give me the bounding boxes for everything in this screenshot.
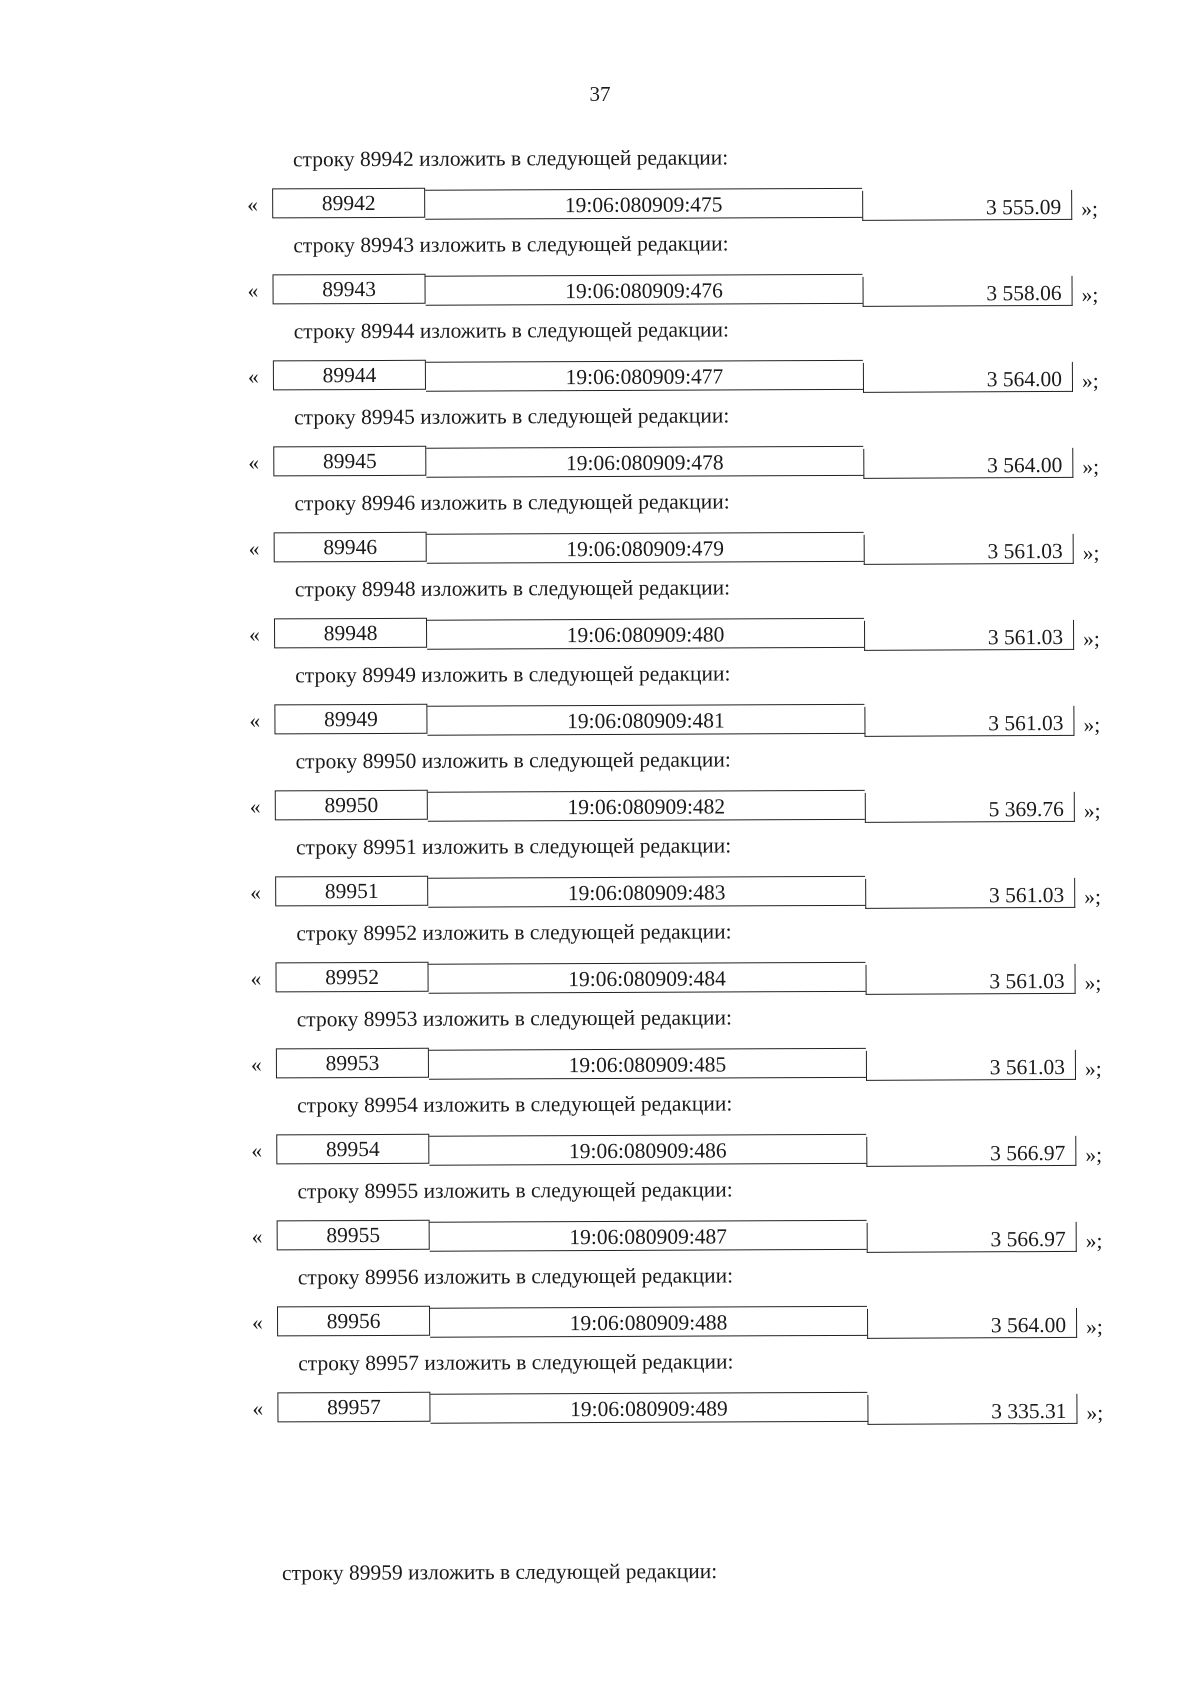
cadastral-number-cell: 19:06:080909:488 (430, 1306, 867, 1338)
area-cell: 3 561.03 (866, 964, 1076, 995)
closing-quote: »; (1081, 282, 1099, 307)
amendment-instruction: строку 89942 изложить в следующей редакции: (292, 145, 729, 172)
amendment-entry (0, 315, 1198, 414)
table-row (1, 1130, 1200, 1171)
amendment-instruction: строку 89946 изложить в следующей редакции: (294, 489, 730, 516)
amendment-instruction: строку 89957 изложить в следующей редакции: (298, 1349, 734, 1376)
opening-quote: « (250, 880, 261, 905)
amendment-instruction: строку 89954 изложить в следующей редакции: (297, 1091, 733, 1118)
table-row (0, 872, 1200, 913)
row-number-cell: 89953 (276, 1048, 429, 1079)
row-table (274, 615, 1074, 654)
row-table (275, 959, 1075, 998)
row-table (276, 1045, 1076, 1084)
amendment-instruction: строку 89943 изложить в следующей редакции: (293, 231, 729, 258)
row-table (274, 529, 1074, 568)
table-row (0, 356, 1198, 397)
area-cell: 3 558.06 (863, 276, 1073, 307)
row-table (273, 357, 1073, 396)
amendment-instruction: строку 89953 изложить в следующей редакции: (296, 1005, 732, 1032)
row-number-cell: 89945 (273, 446, 426, 477)
amendment-entry (1, 1089, 1200, 1188)
opening-quote: « (249, 622, 260, 647)
amendment-entry (2, 1347, 1200, 1446)
closing-quote: »; (1082, 454, 1100, 479)
amendment-entry (0, 143, 1197, 242)
table-row (2, 1216, 1200, 1257)
closing-quote: »; (1086, 1400, 1104, 1425)
row-table (275, 787, 1075, 826)
area-cell: 3 566.97 (867, 1222, 1077, 1253)
row-number-cell: 89946 (274, 532, 427, 563)
row-number-cell: 89956 (277, 1306, 430, 1337)
row-number-cell: 89952 (275, 962, 428, 993)
opening-quote: « (248, 536, 260, 561)
amendment-instruction: строку 89950 изложить в следующей редакции: (295, 747, 731, 774)
area-cell: 3 561.03 (865, 878, 1075, 909)
row-table (272, 185, 1072, 224)
table-row (0, 184, 1197, 225)
row-number-cell: 89955 (277, 1220, 430, 1251)
table-row (0, 528, 1199, 569)
opening-quote: « (252, 1396, 264, 1421)
area-cell: 3 561.03 (866, 1050, 1076, 1081)
cadastral-number-cell: 19:06:080909:475 (425, 188, 862, 220)
table-row (0, 270, 1198, 311)
amendment-instruction: строку 89955 изложить в следующей редакции: (297, 1177, 733, 1204)
cadastral-number-cell: 19:06:080909:477 (426, 360, 863, 392)
amendment-instruction: строку 89945 изложить в следующей редакции: (294, 403, 730, 430)
opening-quote: « (250, 1052, 262, 1077)
row-table (272, 271, 1072, 310)
cadastral-number-cell: 19:06:080909:478 (426, 446, 863, 478)
amendment-entry (0, 831, 1200, 930)
closing-quote: »; (1083, 626, 1100, 651)
closing-quote: »; (1082, 540, 1100, 565)
amendment-instruction: строку 89949 изложить в следующей редакции: (295, 661, 731, 688)
closing-quote: »; (1086, 1314, 1103, 1339)
closing-quote: »; (1081, 196, 1098, 221)
amendment-entry (0, 917, 1200, 1016)
opening-quote: « (249, 794, 261, 819)
cadastral-number-cell: 19:06:080909:479 (427, 532, 864, 564)
closing-quote: »; (1083, 798, 1101, 823)
row-table (275, 873, 1075, 912)
closing-quote: »; (1084, 1056, 1102, 1081)
area-cell: 3 564.00 (863, 362, 1073, 393)
cadastral-number-cell: 19:06:080909:481 (427, 704, 864, 736)
opening-quote: « (247, 278, 259, 303)
table-row (1, 1044, 1200, 1085)
opening-quote: « (252, 1310, 263, 1335)
row-number-cell: 89951 (275, 876, 428, 907)
cadastral-number-cell: 19:06:080909:485 (429, 1048, 866, 1080)
row-number-cell: 89944 (273, 360, 426, 391)
opening-quote: « (249, 708, 261, 733)
amendment-instruction: строку 89944 изложить в следующей редакции: (293, 317, 729, 344)
amendment-instruction: строку 89952 изложить в следующей редакции: (296, 919, 732, 946)
cadastral-number-cell: 19:06:080909:487 (430, 1220, 867, 1252)
amendment-instruction: строку 89956 изложить в следующей редакции: (297, 1263, 734, 1290)
opening-quote: « (248, 450, 260, 475)
table-row (0, 958, 1200, 999)
closing-quote: »; (1084, 970, 1102, 995)
closing-quote: »; (1084, 884, 1101, 909)
area-cell: 3 564.00 (867, 1308, 1077, 1339)
row-table (273, 443, 1073, 482)
cadastral-number-cell: 19:06:080909:489 (430, 1392, 867, 1424)
amendment-entry (2, 1261, 1200, 1360)
opening-quote: « (247, 192, 258, 217)
amendment-entry (0, 487, 1199, 586)
cadastral-number-cell: 19:06:080909:480 (427, 618, 864, 650)
cadastral-number-cell: 19:06:080909:476 (425, 274, 862, 306)
area-cell: 3 566.97 (866, 1136, 1076, 1167)
table-row (0, 700, 1200, 741)
row-table (276, 1131, 1076, 1170)
row-table (277, 1389, 1077, 1428)
cadastral-number-cell: 19:06:080909:484 (428, 962, 865, 994)
area-cell: 3 561.03 (864, 706, 1074, 737)
closing-quote: »; (1085, 1142, 1103, 1167)
amendment-instruction: строку 89948 изложить в следующей редакции: (294, 575, 731, 602)
area-cell: 5 369.76 (865, 792, 1075, 823)
row-number-cell: 89950 (275, 790, 428, 821)
closing-quote: »; (1083, 712, 1101, 737)
area-cell: 3 561.03 (864, 534, 1074, 565)
row-number-cell: 89957 (277, 1392, 430, 1423)
area-cell: 3 335.31 (867, 1394, 1077, 1425)
opening-quote: « (251, 1138, 263, 1163)
table-row (2, 1302, 1200, 1343)
row-number-cell: 89942 (272, 188, 425, 219)
area-cell: 3 564.00 (863, 448, 1073, 479)
closing-quote: »; (1081, 368, 1099, 393)
amendment-instruction: строку 89951 изложить в следующей редакции: (295, 833, 732, 860)
page-number: 37 (589, 82, 611, 106)
row-number-cell: 89943 (272, 274, 425, 305)
opening-quote: « (250, 966, 262, 991)
amendment-entry (1, 1175, 1200, 1274)
opening-quote: « (251, 1224, 263, 1249)
row-table (277, 1217, 1077, 1256)
final-instruction: строку 89959 изложить в следующей редакции: (281, 1559, 718, 1585)
row-table (277, 1303, 1077, 1342)
amendment-entry (0, 573, 1199, 672)
closing-quote: »; (1085, 1228, 1103, 1253)
cadastral-number-cell: 19:06:080909:482 (428, 790, 865, 822)
cadastral-number-cell: 19:06:080909:483 (428, 876, 865, 908)
table-row (0, 442, 1198, 483)
amendment-entry (0, 401, 1198, 500)
opening-quote: « (247, 364, 259, 389)
amendment-entry (0, 659, 1200, 758)
area-cell: 3 561.03 (864, 620, 1074, 651)
row-table (274, 701, 1074, 740)
area-cell: 3 555.09 (862, 190, 1072, 221)
row-number-cell: 89949 (274, 704, 427, 735)
amendment-entry (1, 1003, 1200, 1102)
table-row (0, 786, 1200, 827)
cadastral-number-cell: 19:06:080909:486 (429, 1134, 866, 1166)
amendment-entry (0, 745, 1200, 844)
row-number-cell: 89948 (274, 618, 427, 649)
table-row (0, 614, 1199, 655)
row-number-cell: 89954 (276, 1134, 429, 1165)
amendment-entry (0, 229, 1198, 328)
table-row (2, 1388, 1200, 1429)
